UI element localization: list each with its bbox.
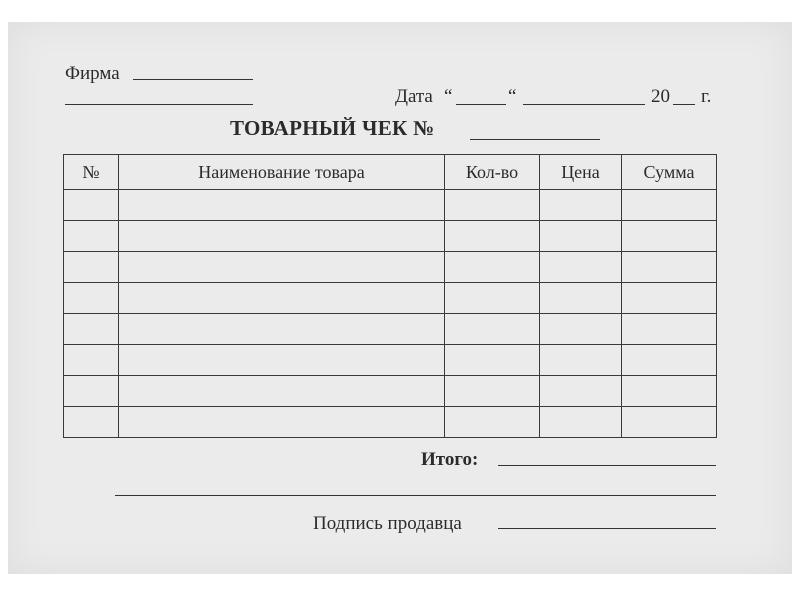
firm-field-line[interactable] xyxy=(133,79,253,80)
cell-name[interactable] xyxy=(119,283,445,314)
cell-price[interactable] xyxy=(540,314,622,345)
cell-number[interactable] xyxy=(64,314,119,345)
date-year-line[interactable] xyxy=(673,104,695,105)
cell-number[interactable] xyxy=(64,252,119,283)
table-row xyxy=(64,345,717,376)
cell-sum[interactable] xyxy=(622,221,717,252)
table-header-row xyxy=(64,155,717,190)
cell-price[interactable] xyxy=(540,252,622,283)
cell-sum[interactable] xyxy=(622,314,717,345)
cell-sum[interactable] xyxy=(622,252,717,283)
cell-quantity[interactable] xyxy=(445,345,540,376)
cell-name[interactable] xyxy=(119,345,445,376)
date-day-line[interactable] xyxy=(456,104,506,105)
cell-number[interactable] xyxy=(64,221,119,252)
cell-quantity[interactable] xyxy=(445,190,540,221)
table-row xyxy=(64,190,717,221)
cell-quantity[interactable] xyxy=(445,407,540,438)
cell-sum[interactable] xyxy=(622,283,717,314)
cell-price[interactable] xyxy=(540,283,622,314)
table-row xyxy=(64,407,717,438)
cell-quantity[interactable] xyxy=(445,221,540,252)
column-header-quantity: Кол-во xyxy=(445,155,540,190)
cell-price[interactable] xyxy=(540,407,622,438)
cell-sum[interactable] xyxy=(622,345,717,376)
cell-number[interactable] xyxy=(64,283,119,314)
cell-price[interactable] xyxy=(540,221,622,252)
column-header-name: Наименование товара xyxy=(119,155,445,190)
receipt-form xyxy=(8,22,792,574)
cell-quantity[interactable] xyxy=(445,376,540,407)
cell-name[interactable] xyxy=(119,190,445,221)
cell-number[interactable] xyxy=(64,190,119,221)
cell-name[interactable] xyxy=(119,252,445,283)
amount-in-words-line[interactable] xyxy=(115,495,716,496)
cell-quantity[interactable] xyxy=(445,252,540,283)
table-row xyxy=(64,283,717,314)
cell-number[interactable] xyxy=(64,407,119,438)
items-table xyxy=(63,154,717,438)
cell-price[interactable] xyxy=(540,190,622,221)
column-header-price: Цена xyxy=(540,155,622,190)
signature-label: Подпись продавца xyxy=(313,513,462,534)
column-header-number: № xyxy=(64,155,119,190)
cell-sum[interactable] xyxy=(622,190,717,221)
table-row xyxy=(64,252,717,283)
cell-price[interactable] xyxy=(540,376,622,407)
cell-name[interactable] xyxy=(119,314,445,345)
signature-line[interactable] xyxy=(498,528,716,529)
cell-quantity[interactable] xyxy=(445,283,540,314)
table-row xyxy=(64,376,717,407)
cell-price[interactable] xyxy=(540,345,622,376)
total-label: Итого: xyxy=(421,449,479,470)
date-quote-close: “ xyxy=(508,86,517,107)
column-header-sum: Сумма xyxy=(622,155,717,190)
date-label: Дата xyxy=(395,86,433,107)
cell-number[interactable] xyxy=(64,345,119,376)
table-row xyxy=(64,314,717,345)
year-prefix: 20 xyxy=(651,86,670,107)
cell-name[interactable] xyxy=(119,221,445,252)
cell-quantity[interactable] xyxy=(445,314,540,345)
date-month-line[interactable] xyxy=(523,104,645,105)
receipt-number-line[interactable] xyxy=(470,139,600,140)
receipt-title: ТОВАРНЫЙ ЧЕК № xyxy=(230,116,435,140)
cell-name[interactable] xyxy=(119,376,445,407)
firm-field-line-2[interactable] xyxy=(65,104,253,105)
table-row xyxy=(64,221,717,252)
total-field-line[interactable] xyxy=(498,465,716,466)
cell-name[interactable] xyxy=(119,407,445,438)
firm-label: Фирма xyxy=(65,63,120,84)
cell-number[interactable] xyxy=(64,376,119,407)
cell-sum[interactable] xyxy=(622,376,717,407)
date-quote-open: “ xyxy=(444,86,453,107)
year-suffix: г. xyxy=(701,86,712,107)
cell-sum[interactable] xyxy=(622,407,717,438)
